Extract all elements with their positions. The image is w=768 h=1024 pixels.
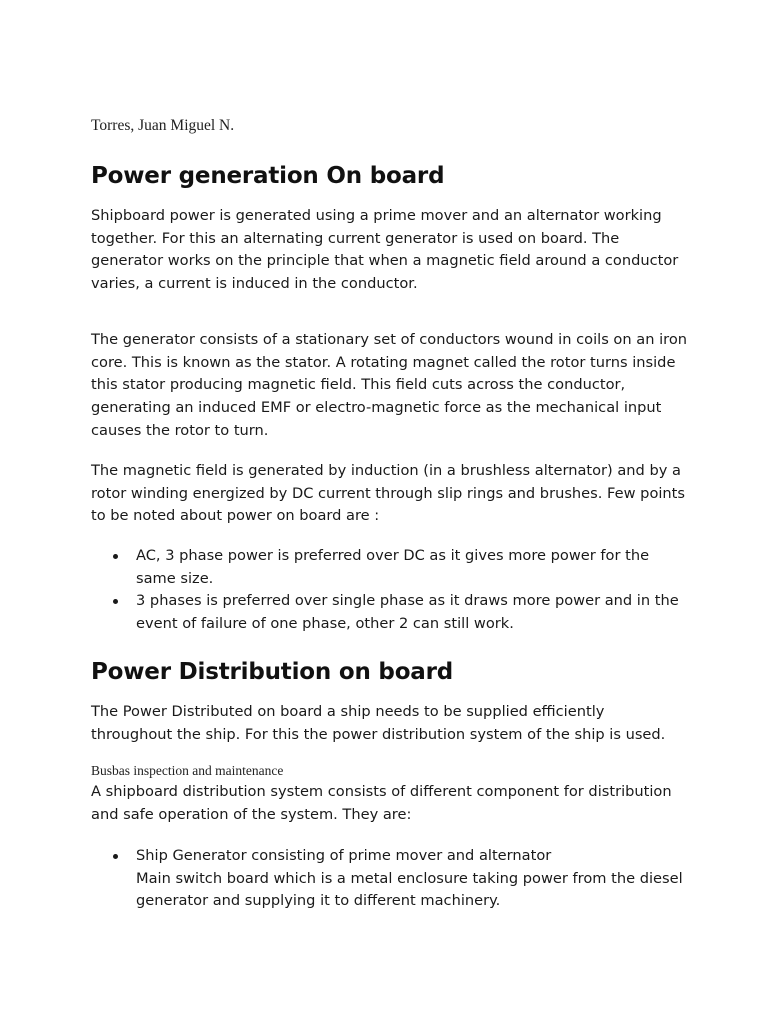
bullet-list-power-points	[91, 545, 691, 636]
text-line: Shipboard power is generated using a prime mover and an alternator working	[91, 207, 662, 224]
text-line: Main switch board which is a metal enclosure taking power from the diesel	[136, 869, 683, 887]
author-name: Torres, Juan Miguel N.	[91, 117, 235, 134]
bullet-list-distribution-components	[91, 845, 691, 913]
paragraph-distribution-system	[91, 781, 691, 826]
note-busbar-inspection: Busbas inspection and maintenance	[91, 763, 284, 778]
text-line: throughout the ship. For this the power distribution system of the ship is used.	[91, 725, 666, 743]
text-line: generator and supplying it to different machinery.	[136, 892, 501, 910]
paragraph-generator-construction	[91, 329, 691, 443]
text-line: Ship Generator consisting of prime mover and alternator	[136, 847, 552, 864]
list-item	[91, 590, 691, 635]
bullet-icon	[113, 854, 118, 859]
text-line: AC, 3 phase power is preferred over DC as it gives more power for the	[136, 547, 650, 564]
paragraph-magnetic-field	[91, 460, 691, 528]
text-line: core. This is known as the stator. A rotating magnet called the rotor turns inside	[91, 353, 676, 371]
text-line: same size.	[136, 569, 214, 587]
text-line: causes the rotor to turn.	[91, 421, 269, 439]
text-line: event of failure of one phase, other 2 can still work.	[136, 615, 514, 633]
section-heading-power-distribution: Power Distribution on board	[91, 659, 454, 685]
text-line: to be noted about power on board are :	[91, 507, 380, 525]
bullet-icon	[113, 599, 118, 604]
text-line: together. For this an alternating current generator is used on board. The	[91, 229, 620, 247]
text-line: generating an induced EMF or electro-magnetic force as the mechanical input	[91, 399, 662, 417]
text-line: A shipboard distribution system consists of different component for distribution	[91, 783, 672, 800]
text-line: The generator consists of a stationary set of conductors wound in coils on an iron	[91, 331, 687, 348]
paragraph-power-distribution-intro	[91, 701, 691, 746]
text-line: rotor winding energized by DC current through slip rings and brushes. Few points	[91, 484, 686, 502]
text-line: The Power Distributed on board a ship needs to be supplied efficiently	[91, 703, 605, 720]
text-line: and safe operation of the system. They are:	[91, 805, 412, 823]
text-line: 3 phases is preferred over single phase as it draws more power and in the	[136, 592, 679, 610]
list-item	[91, 545, 691, 590]
bullet-icon	[113, 554, 118, 559]
text-line: The magnetic field is generated by induction (in a brushless alternator) and by a	[91, 462, 681, 479]
text-line: this stator producing magnetic field. This field cuts across the conductor,	[91, 376, 626, 394]
list-item	[91, 845, 691, 913]
text-line: generator works on the principle that when a magnetic field around a conductor	[91, 252, 679, 270]
section-heading-power-generation: Power generation On board	[91, 163, 445, 189]
text-line: varies, a current is induced in the conductor.	[91, 275, 418, 293]
paragraph-power-generation-intro	[91, 205, 691, 296]
